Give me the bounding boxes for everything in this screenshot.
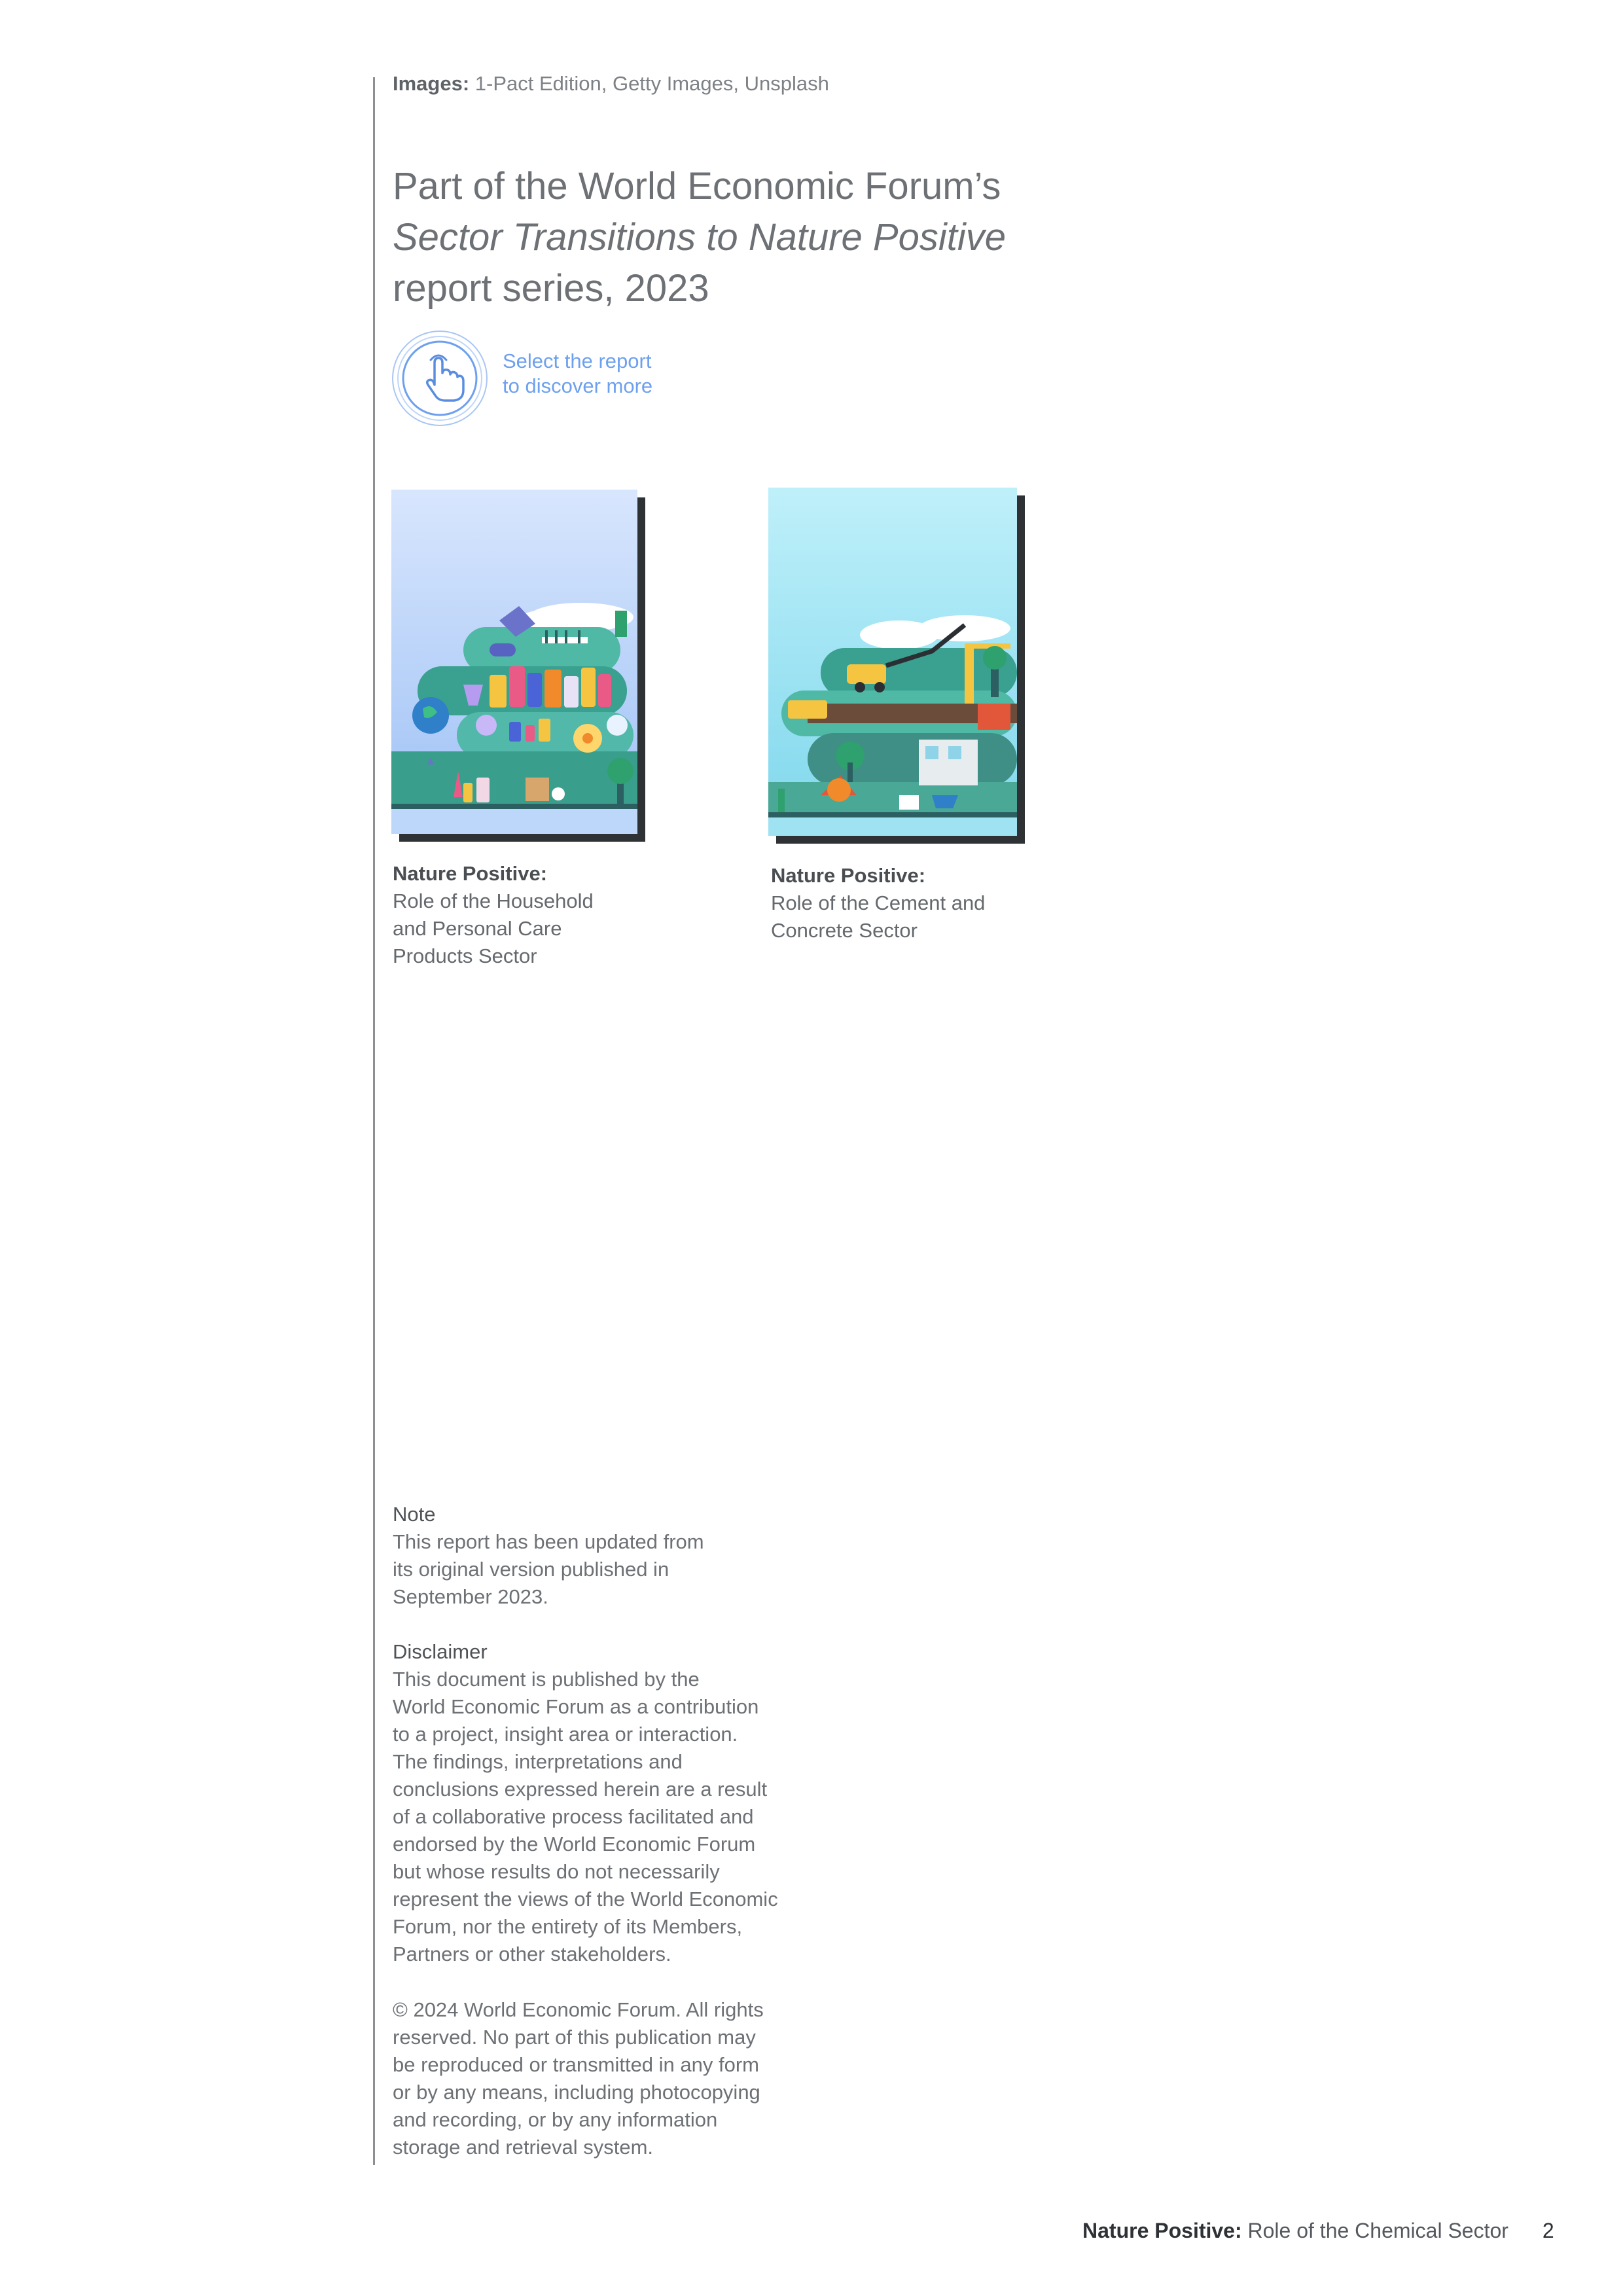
- report-cover-household[interactable]: [391, 490, 645, 842]
- image-credits: Images: 1-Pact Edition, Getty Images, Unsplash: [393, 72, 829, 95]
- household-cover-illustration: [391, 490, 637, 834]
- note-section: Note This report has been updated from its original version published in September 2023.: [393, 1503, 704, 1608]
- report-caption-household[interactable]: Nature Positive: Role of the Household and Personal Care Products Sector: [393, 862, 594, 967]
- cement-cover-illustration: [768, 488, 1017, 836]
- report-link-prompt[interactable]: Select the report to discover more: [503, 350, 653, 397]
- left-margin-rule: [373, 77, 375, 2165]
- page-footer: Nature Positive: Role of the Chemical Sector 2: [1082, 2219, 1554, 2242]
- copyright-section: © 2024 World Economic Forum. All rights reserved. No part of this publication may be reproduced or transmitted in any form or by any means, including photocopying and recording, or by any information storage and retrieval system.: [393, 1998, 764, 2159]
- page-number: 2: [1542, 2219, 1554, 2242]
- report-cover-cement[interactable]: [768, 488, 1025, 844]
- series-heading: Part of the World Economic Forum’s Sector Transitions to Nature Positive report series, 2023: [393, 165, 1006, 310]
- hand-pointer-icon: [391, 330, 488, 427]
- disclaimer-section: Disclaimer This document is published by the World Economic Forum as a contribution to a project, insight area or interaction. The findings, interpretations and conclusions expressed herein are a result of a collaborative process facilitated and endorsed by the World Economic Forum but whose results do not necessarily represent the views of the World Economic Forum, nor the entirety of its Members, Partners or other stakeholders.: [393, 1640, 778, 1965]
- report-caption-cement[interactable]: Nature Positive: Role of the Cement and Concrete Sector: [771, 864, 986, 942]
